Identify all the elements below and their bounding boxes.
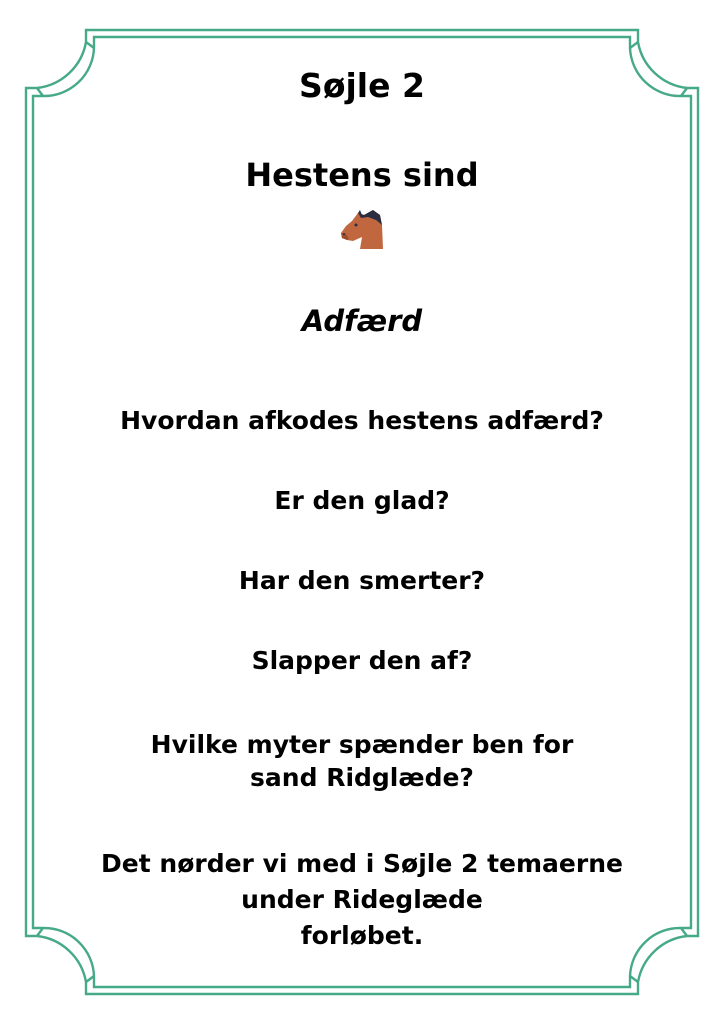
- section-label: Adfærd: [301, 304, 423, 338]
- question-relaxed: Slapper den af?: [251, 646, 473, 675]
- myth-line-2: sand Ridglæde?: [250, 763, 474, 792]
- closing-line-2: under Rideglæde: [241, 885, 483, 914]
- closing-line-3: forløbet.: [300, 921, 424, 950]
- page-title: Søjle 2: [299, 66, 425, 105]
- page-subtitle: Hestens sind: [245, 156, 479, 194]
- question-pain: Har den smerter?: [238, 566, 486, 595]
- myth-line-1: Hvilke myter spænder ben for: [150, 730, 574, 759]
- closing-statement: [0, 846, 724, 954]
- closing-line-1: Det nørder vi med i Søjle 2 temaerne: [101, 849, 623, 878]
- horse-head-icon: [338, 207, 386, 253]
- question-decode-behavior: Hvordan afkodes hestens adfærd?: [120, 406, 604, 435]
- question-happy: Er den glad?: [274, 486, 450, 515]
- question-myths: [0, 728, 724, 794]
